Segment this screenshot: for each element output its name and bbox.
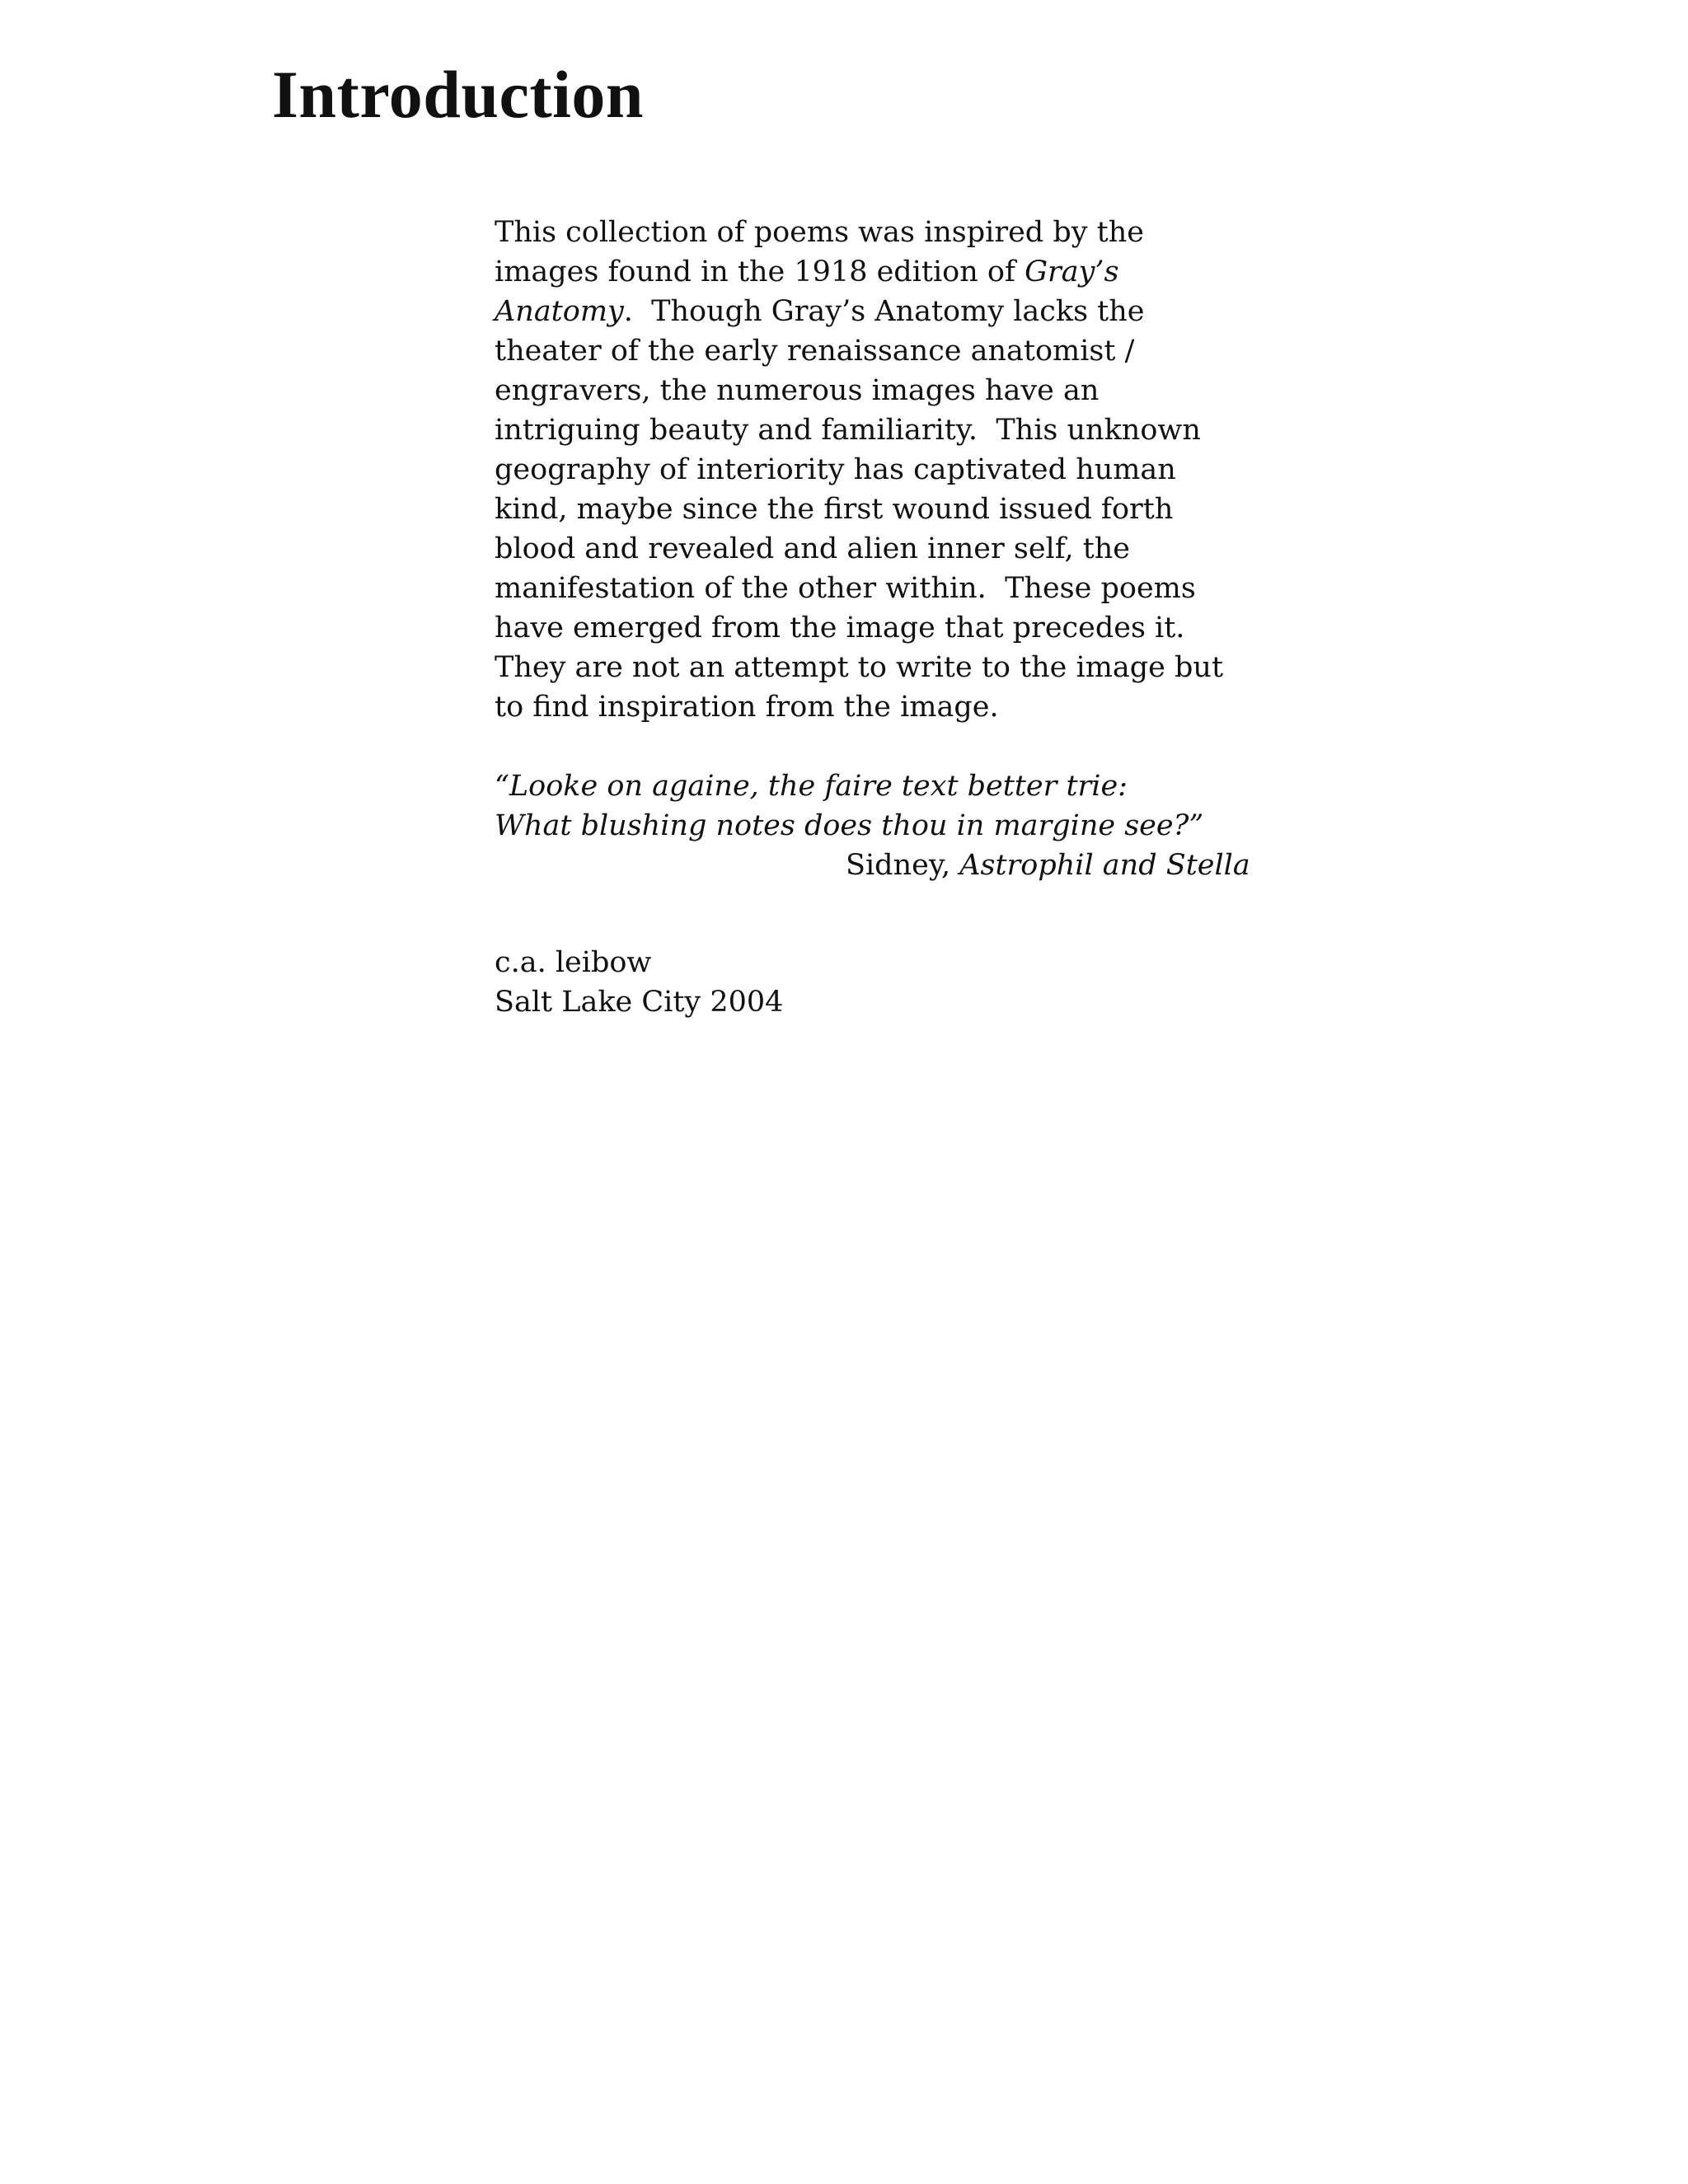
paragraph-line: This collection of poems was inspired by the: [495, 216, 1144, 249]
book-title-emphasis: Anatomy: [495, 295, 624, 328]
paragraph-line: geography of interiority has captivated human: [495, 453, 1176, 486]
paragraph-line: kind, maybe since the first wound issued forth: [495, 493, 1174, 526]
book-title-emphasis: Gray’s: [1025, 255, 1119, 288]
spacer: [495, 727, 1236, 766]
epigraph-line: “Looke on againe, the faire text better trie:: [495, 770, 1128, 803]
paragraph-line: to find inspiration from the image.: [495, 691, 999, 724]
epigraph-line: What blushing notes does thou in margine see?”: [495, 809, 1204, 842]
paragraph-line: have emerged from the image that precedes it.: [495, 612, 1185, 644]
spacer: [495, 885, 1236, 943]
signature-block: [495, 943, 1236, 1022]
paragraph-line: They are not an attempt to write to the image but: [495, 651, 1224, 684]
epigraph-work-title: Astrophil and Stella: [959, 849, 1250, 882]
author-name: c.a. leibow: [495, 946, 652, 979]
place-and-date: Salt Lake City 2004: [495, 986, 784, 1019]
epigraph-attribution: [495, 846, 1250, 885]
paragraph-line: intriguing beauty and familiarity. This unknown: [495, 414, 1201, 447]
page-title: Introduction: [272, 57, 645, 132]
paragraph-line: Anatomy. Though Gray’s Anatomy lacks the: [495, 295, 1145, 328]
epigraph-author: Sidney,: [846, 849, 960, 882]
paragraph-line: theater of the early renaissance anatomist /: [495, 335, 1135, 368]
paragraph-line: images found in the 1918 edition of Gray’s: [495, 255, 1119, 288]
introduction-body: [495, 213, 1250, 1022]
paragraph-line: engravers, the numerous images have an: [495, 374, 1100, 407]
intro-paragraph: [495, 213, 1236, 727]
paragraph-line: manifestation of the other within. These poems: [495, 572, 1196, 605]
paragraph-line: blood and revealed and alien inner self, the: [495, 532, 1131, 565]
epigraph: [495, 766, 1250, 885]
